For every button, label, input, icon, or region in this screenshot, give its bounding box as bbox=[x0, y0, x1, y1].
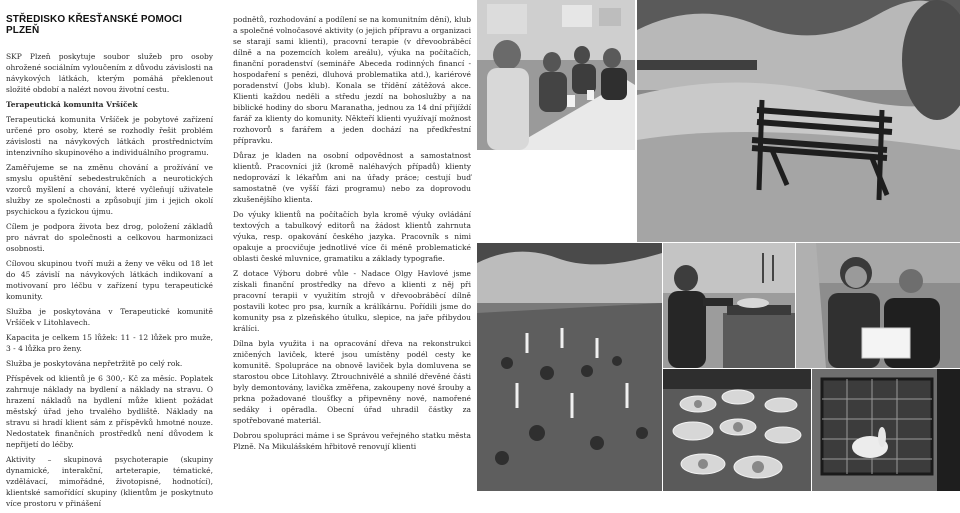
paragraph: Aktivity – skupinová psychoterapie (skupiny dynamické, interakční, arteterapie, tématické, vzdělávací, mimořádné, životopisné, hodnotící), klientské samořídící skupiny (klientům je poskytnuto více prostoru v přinášení bbox=[6, 455, 213, 508]
page-title: STŘEDISKO KŘESŤANSKÉ POMOCI PLZEŇ bbox=[6, 14, 183, 36]
section-heading: Terapeutická komunita Vršíček bbox=[6, 100, 138, 109]
paragraph: Z dotace Výboru dobré vůle - Nadace Olgy Havlové jsme získali finanční prostředky na dřevo a klienti z něj při pracovní terapii v využitím strojů v dřevoobráběcí dílně postavili kotec pro psa, kurník a králíkárnu. Pořídili jsme do komunity psa z plzeňského útulku, slepice, na jaře přibydou králíci. bbox=[233, 269, 471, 333]
photo-garden-seedlings bbox=[477, 243, 662, 491]
paragraph: Dobrou spolupráci máme i se Správou veřejného statku města Plzně. Na Mikulášském hřbitově renovují klienti bbox=[233, 431, 471, 451]
intro-paragraph: SKP Plzeň poskytuje soubor služeb pro osoby ohrožené sociálním vyloučením z důvodu závislosti na návykových látkách, kterým pomáhá překlenout složité období a nalézt novou životní cestu. bbox=[6, 52, 213, 94]
text-column-middle bbox=[233, 0, 471, 456]
paragraph: Dílna byla využita i na opracování dřeva na rekonstrukci zničených laviček, které jsou umístěny podél cesty ke komunitě. Spolupráce na obnově laviček byla domluvena se starostou obce Litohlavy. Ztrouchnivělé a shnilé dřevěné části byly demontovány, lavička změřena, zakoupeny nové šrouby a prkna požadované tloušťky a připevněny nové, namořené sedáky i opěradla. Obecní úřad uhradil částky za spotřebované materiál. bbox=[233, 339, 471, 425]
paragraph: Terapeutická komunita Vršíček je pobytové zařízení určené pro osoby, které se rozhodly řešit problém závislosti na návykových látkách prostřednictvím intenzivního skupinového a individuálního programu. bbox=[6, 115, 213, 157]
paragraph: Cílovou skupinou tvoří muži a ženy ve věku od 18 let do 45 závislí na návykových látkách indikovaní a motivovaní pro léčbu v zařízení typu terapeutické komunity. bbox=[6, 259, 213, 301]
photo-rabbit-hutch bbox=[812, 369, 960, 491]
paragraph: Služba je poskytována nepřetržitě po celý rok. bbox=[6, 359, 183, 368]
paragraph: Cílem je podpora života bez drog, položení základů pro návrat do společnosti a celkovou harmonizaci osobnosti. bbox=[6, 222, 213, 253]
photo-two-men-certificate bbox=[796, 243, 960, 368]
paragraph: Kapacita je celkem 15 lůžek: 11 - 12 lůžek pro muže, 3 - 4 lůžka pro ženy. bbox=[6, 333, 213, 353]
paragraph: Příspěvek od klientů je 6 300,- Kč za měsíc. Poplatek zahrnuje náklady na bydlení a náklady na stravu. O hrazení nákladů na bydlení může klient požádat městský úřad jeho trvalého bydliště. Náklady na stravu si hradí klient sám z příspěvků hmotné nouze. Nedostatek finančních prostředků není důvodem k nepřijetí do léčby. bbox=[6, 374, 213, 449]
paragraph: podnětů, rozhodování a podílení se na komunitním dění), klub a společné volnočasové aktivity (o jejich přípravu a organizaci se starají sami klienti), pracovní terapie (v dřevoobráběcí dílně a na pozemcích kolem areálu), výuka na počítačích, finanční poradenství (semináře Abeceda rodinných financí - hospodaření s penězi, dluhová problematika atd.), kariérové poradenství (Jobs klub). Konala se třídění zátěžová akce. Klienti každou neděli a středu jezdí na bohoslužby a na biblické hodiny do sboru Maranatha, jednou za 14 dní přijíždí farář za klienty do komunity. Někteří klienti využívají možnost rozhovorů s farářem a jeden dochází na předkřestní přípravku. bbox=[233, 15, 471, 145]
paragraph: Důraz je kladen na osobní odpovědnost a samostatnost klientů. Pracovníci již (kromě naléhavých případů) klienty nedoprovází k lékařům ani na úřady práce; cestují buď samostatně (ve vyšší fázi programu) nebo za doprovodu zkušenějšího klienta. bbox=[233, 151, 471, 204]
paragraph: Zaměřujeme se na změnu chování a prožívání ve smyslu opuštění sebedestrukčních a neurotických vzorců myšlení a chování, které vyčleňují uživatele služby ze společnosti a způsobují jim i jejich okolí psychickou a fyzickou újmu. bbox=[6, 163, 213, 216]
photo-park-bench bbox=[637, 0, 960, 242]
text-column-left bbox=[6, 0, 213, 513]
paragraph: Služba je poskytována v Terapeutické komunitě Vršíček v Litohlavech. bbox=[6, 307, 213, 327]
photo-man-cooking bbox=[663, 243, 795, 368]
paragraph: Do výuky klientů na počítačích byla kromě výuky ovládání textových a tabulkový editorů na žádost klientů zahrnuta výuka, resp. opakování českého jazyka. Pracovník s nimi opakuje a procvičuje jednotlivé více či méně problematické oblasti české mluvnice, gramatiku a základy typografie. bbox=[233, 210, 471, 263]
photo-food-plates bbox=[663, 369, 811, 491]
photo-clients-at-table bbox=[477, 0, 635, 150]
